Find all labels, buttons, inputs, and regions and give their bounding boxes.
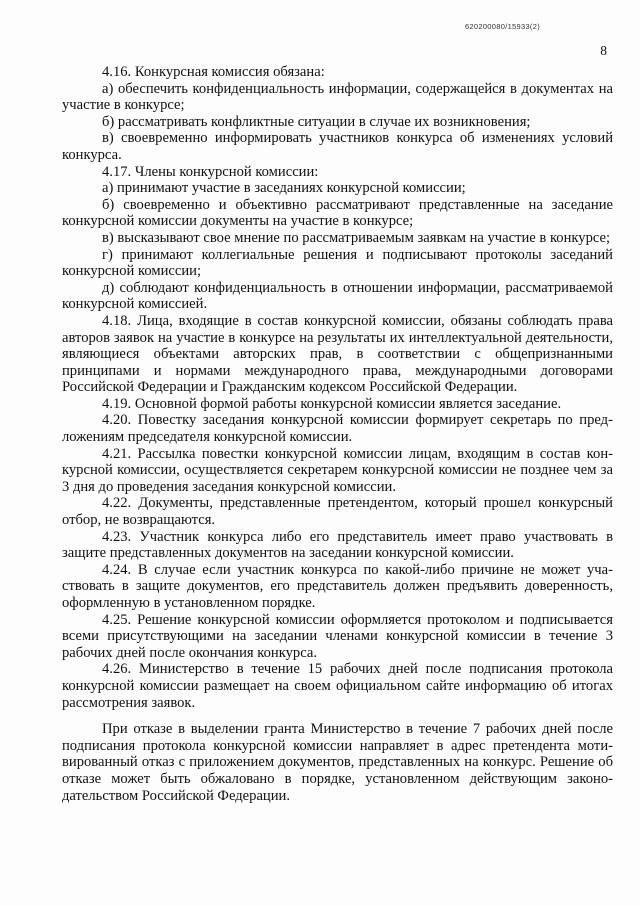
paragraph-4-16: 4.16. Конкурсная комиссия обязана: — [102, 64, 325, 80]
paragraph-4-17-a: а) принимают участие в заседаниях конкурсной комиссии; — [102, 180, 466, 197]
paragraph-4-24: 4.24. В случае если участник конкурса по какой-либо причине не может участвовать в защите документов, его представитель должен предъявить доверенность, оформленную в установленном порядке. — [62, 561, 613, 611]
paragraph-4-26: 4.26. Министерство в течение 15 рабочих дней после подписания протокола конкурсной комиссии размещает на своем официальном сайте информацию об итогах рассмотрения заявок. — [62, 661, 613, 711]
paragraph-4-17-v: в) высказывают свое мнение по рассматриваемым заявкам на участие в конкурсе; — [102, 229, 611, 246]
paragraph-4-16-v: в) своевременно информировать участников конкурса об изменениях условий конкурса. — [62, 130, 613, 163]
paragraph-4-20: 4.20. Повестку заседания конкурсной комиссии формирует секретарь по предложениям председателя конкурсной комиссии. — [62, 412, 613, 446]
paragraph-4-23: 4.23. Участник конкурса либо его представитель имеет право участвовать в защите представленных документов на заседании конкурсной комиссии. — [62, 528, 613, 562]
paragraph-4-16-a: а) обеспечить конфиденциальность информации, содержащейся в документах на участие в конкурсе; — [62, 80, 613, 114]
paragraph-4-21: 4.21. Рассылка повестки конкурсной комиссии лицам, входящим в состав конкурсной комиссии, осуществляется секретарем конкурсной комиссии не позднее чем за 3 дня до проведения заседания конкурсной комиссии. — [62, 445, 613, 495]
paragraph-4-18: 4.18. Лица, входящие в состав конкурсной комиссии, обязаны соблюдать права авторов заявок на участие в конкурсе на результаты их интеллектуальной деятельности, являющиеся объектами авторских прав, в соответствии с общепризнанными принципами и нормами международного права, международными договорами Российской Федерации и Гражданским кодексом Российской Федерации. — [62, 312, 613, 396]
paragraph-4-16-b: б) рассматривать конфликтные ситуации в случае их возникновения; — [102, 113, 531, 130]
paragraph-4-17-b: б) своевременно и объективно рассматривают представленные на заседание конкурсной комиссии документы на участие в конкурсе; — [62, 196, 613, 230]
paragraph-4-17-g: г) принимают коллегиальные решения и подписывают протоколы заседаний конкурсной комиссии; — [62, 246, 613, 280]
page-number: 8 — [600, 43, 607, 58]
paragraph-4-17-d: д) соблюдают конфиденциальность в отношении информации, рассматриваемой конкурсной комиссией. — [62, 279, 613, 313]
paragraph-4-22: 4.22. Документы, представленные претендентом, который прошел конкурсный отбор, не возвращаются. — [62, 495, 613, 529]
paragraph-4-17: 4.17. Члены конкурсной комиссии: — [102, 163, 319, 180]
document-id: 620200080/15933(2) — [464, 22, 540, 31]
document-body — [62, 64, 613, 804]
paragraph-4-25: 4.25. Решение конкурсной комиссии оформляется протоколом и подписывается всеми присутствующими на заседании членами конкурсной комиссии в течение 3 рабочих дней после окончания конкурса. — [62, 611, 613, 661]
paragraph-refusal: При отказе в выделении гранта Министерство в течение 7 рабочих дней после подписания протокола конкурсной комиссии направляет в адрес претендента мотивированный отказ с приложением документов, представленных на конкурс. Решение об отказе может быть обжаловано в порядке, установленном действующим законодательством Российской Федерации. — [62, 721, 613, 804]
paragraph-4-19: 4.19. Основной формой работы конкурсной комиссии является заседание. — [102, 395, 562, 412]
